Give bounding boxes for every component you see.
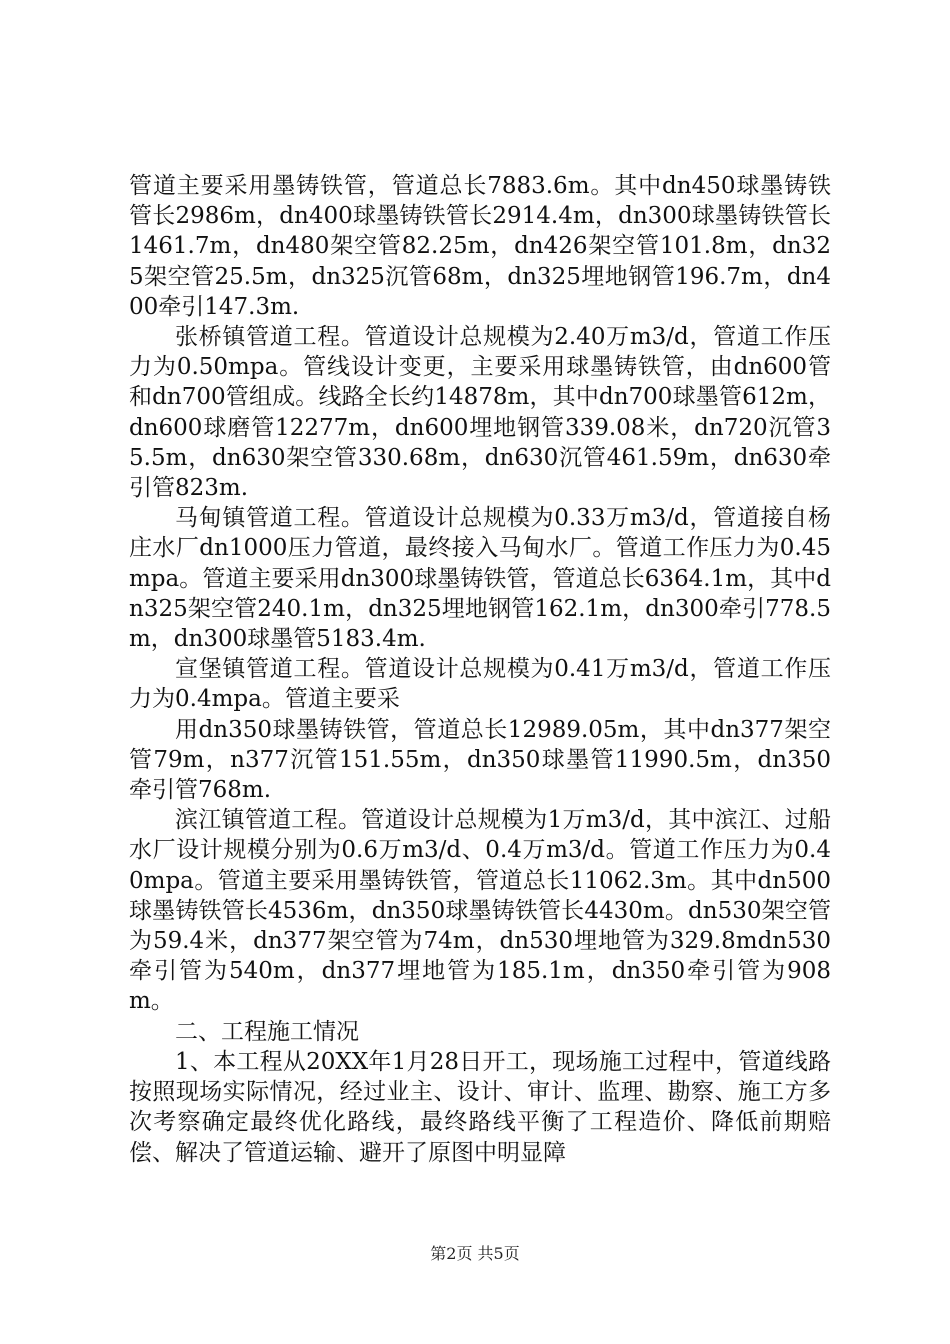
page-footer: 第2页 共5页 bbox=[430, 1244, 520, 1263]
paragraph-construction-1: 1、本工程从20XX年1月28日开工，现场施工过程中，管道线路按照现场实际情况，经过业主、设计、审计、监理、勘察、施工方多次考察确定最终优化路线，最终路线平衡了工程造价、降低前期赔偿、解决了管道运输、避开了原图中明显障 bbox=[129, 1048, 831, 1166]
paragraph-pipe-summary: 管道主要采用墨铸铁管，管道总长7883.6m。其中dn450球墨铸铁管长2986m，dn400球墨铸铁管长2914.4m，dn300球墨铸铁管长1461.7m，dn480架空管82.25m，dn426架空管101.8m，dn325架空管25.5m，dn325沉管68m，dn325埋地钢管196.7m，dn400牵引147.3m. bbox=[129, 173, 831, 320]
paragraph-xuanbao: 宣堡镇管道工程。管道设计总规模为0.41万m3/d，管道工作压力为0.4mpa。管道主要采 bbox=[129, 656, 831, 713]
document-body bbox=[129, 171, 831, 1168]
paragraph-zhangqiao: 张桥镇管道工程。管道设计总规模为2.40万m3/d，管道工作压力为0.50mpa。管线设计变更，主要采用球墨铸铁管，由dn600管和dn700管组成。线路全长约14878m，其中dn700球墨管612m，dn600球磨管12277m，dn600埋地钢管339.08米，dn720沉管35.5m，dn630架空管330.68m，dn630沉管461.59m，dn630牵引管823m. bbox=[129, 324, 831, 502]
paragraph-xuanbao-continued: 用dn350球墨铸铁管，管道总长12989.05m，其中dn377架空管79m，n377沉管151.55m，dn350球墨管11990.5m，dn350牵引管768m. bbox=[129, 716, 831, 804]
paragraph-binjiang: 滨江镇管道工程。管道设计总规模为1万m3/d，其中滨江、过船水厂设计规模分别为0.6万m3/d、0.4万m3/d。管道工作压力为0.40mpa。管道主要采用墨铸铁管，管道总长11062.3m。其中dn500球墨铸铁管长4536m，dn350球墨铸铁管长4430m。dn530架空管为59.4米，dn377架空管为74m，dn530埋地管为329.8mdn530牵引管为540m，dn377埋地管为185.1m，dn350牵引管为908m。 bbox=[129, 807, 831, 1015]
section-heading-construction: 二、工程施工情况 bbox=[175, 1018, 359, 1045]
paragraph-madian: 马甸镇管道工程。管道设计总规模为0.33万m3/d，管道接自杨庄水厂dn1000压力管道，最终接入马甸水厂。管道工作压力为0.45mpa。管道主要采用dn300球墨铸铁管，管道总长6364.1m，其中dn325架空管240.1m，dn325埋地钢管162.1m，dn300牵引778.5m，dn300球墨管5183.4m. bbox=[129, 505, 831, 653]
